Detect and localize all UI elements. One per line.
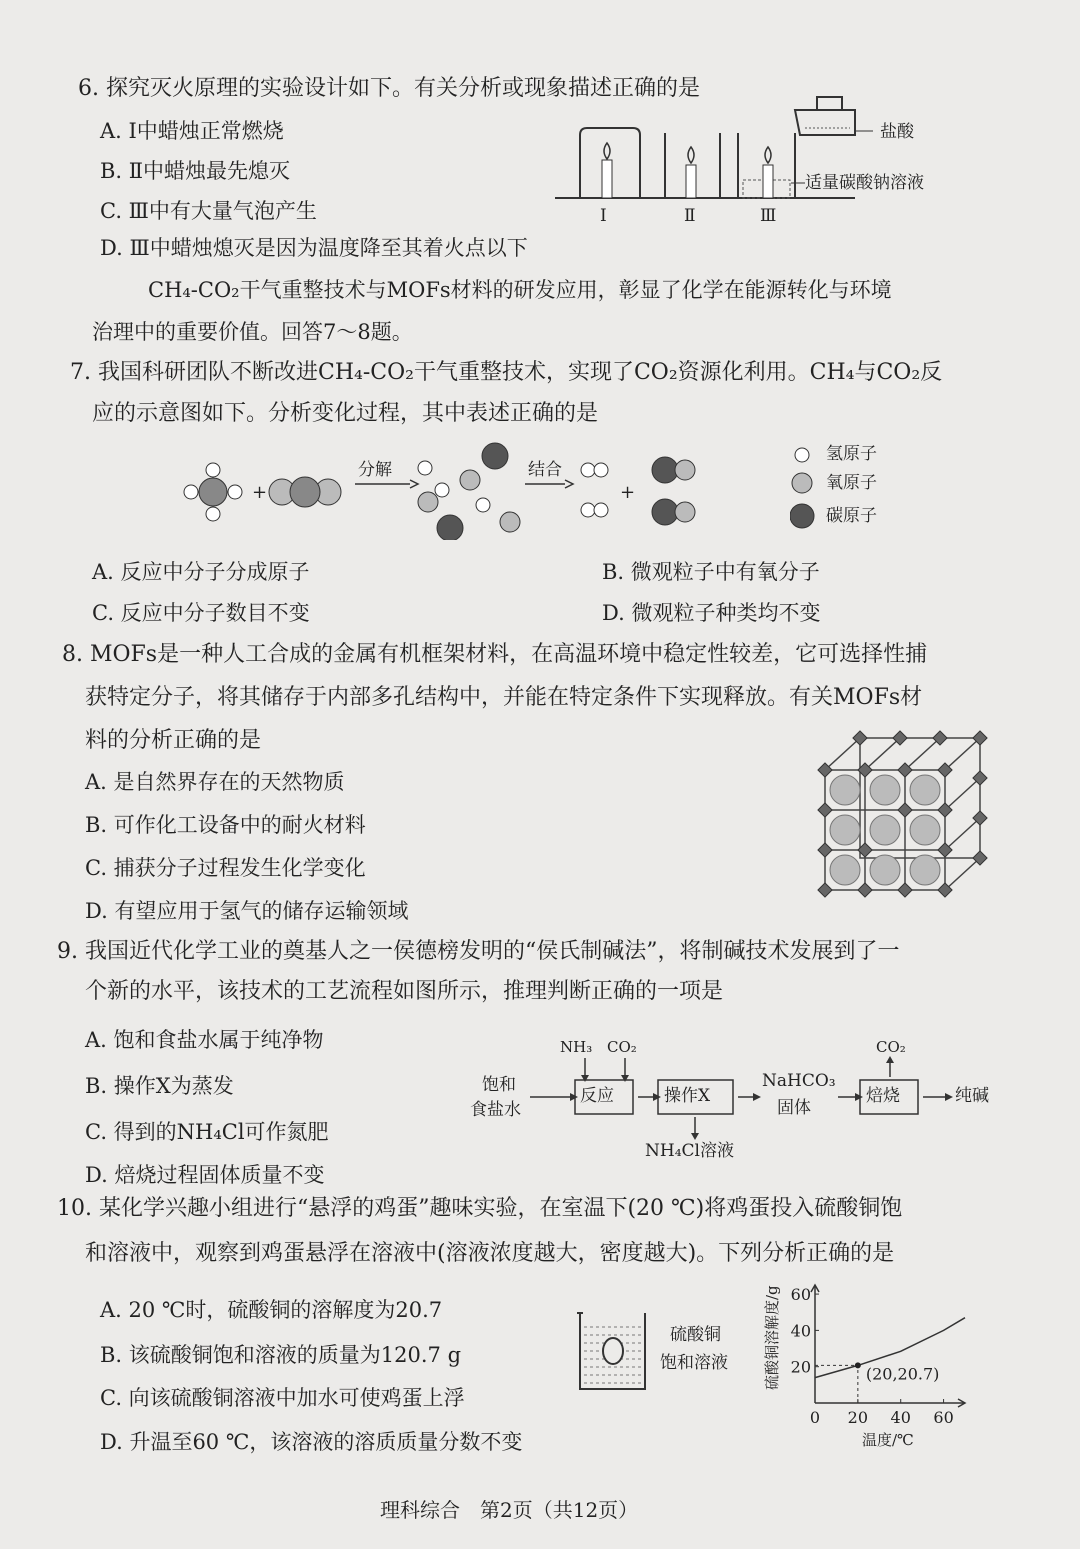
q7-option-b: B. 微观粒子中有氧分子 <box>602 560 820 584</box>
q10-beaker-egg-figure <box>575 1305 655 1395</box>
chart-y-tick-label: 60 <box>790 1285 811 1305</box>
q9-stem-line-2: 个新的水平，该技术的工艺流程如图所示，推理判断正确的一项是 <box>85 979 724 1004</box>
q8-option-a: A. 是自然界存在的天然物质 <box>85 770 345 794</box>
q9-flow-co2: CO₂ <box>607 1038 637 1056</box>
q9-stem-line-1: 9. 我国近代化学工业的奠基人之一侯德榜发明的“侯氏制碱法”，将制碱技术发展到了一 <box>57 939 900 964</box>
q7-option-a: A. 反应中分子分成原子 <box>92 560 310 584</box>
q8-mof-structure-figure <box>815 730 990 900</box>
chart-point-annotation: (20,20.7) <box>865 1364 940 1384</box>
q6-acid-label: 盐酸 <box>880 122 914 142</box>
chart-y-tick-label: 40 <box>790 1321 811 1341</box>
q7-option-c: C. 反应中分子数目不变 <box>92 601 310 625</box>
q9-option-c: C. 得到的NH₄Cl可作氮肥 <box>85 1120 329 1144</box>
q6-beaker-2-label: Ⅱ <box>684 206 696 226</box>
svg-text:+: + <box>252 482 268 503</box>
q9-flow-input-line-2: 食盐水 <box>470 1100 521 1120</box>
q6-option-a: A. Ⅰ中蜡烛正常燃烧 <box>100 119 284 143</box>
q10-chart-ylabel: 硫酸铜溶解度/g <box>763 1285 781 1390</box>
q6-beaker-1-label: Ⅰ <box>600 206 607 226</box>
q10-chart-xlabel: 温度/℃ <box>862 1431 914 1449</box>
q9-option-a: A. 饱和食盐水属于纯净物 <box>85 1028 324 1052</box>
chart-y-tick-label: 20 <box>790 1357 811 1377</box>
q10-option-d: D. 升温至60 ℃，该溶液的溶质质量分数不变 <box>100 1430 523 1454</box>
q8-stem-line-1: 8. MOFs是一种人工合成的金属有机框架材料，在高温环境中稳定性较差，它可选择性捕 <box>62 642 928 667</box>
q7-step-decompose: 分解 <box>358 460 392 480</box>
q8-option-d: D. 有望应用于氢气的储存运输领域 <box>85 899 409 923</box>
q7-stem-line-2: 应的示意图如下。分析变化过程，其中表述正确的是 <box>92 401 599 426</box>
q7-legend-carbon: 碳原子 <box>826 506 877 526</box>
q6-option-c: C. Ⅲ中有大量气泡产生 <box>100 199 317 223</box>
q7-step-combine: 结合 <box>528 460 562 480</box>
q7-reaction-diagram <box>180 440 740 540</box>
q10-stem-line-1: 10. 某化学兴趣小组进行“悬浮的鸡蛋”趣味实验，在室温下(20 ℃)将鸡蛋投入硫酸铜饱 <box>57 1196 903 1221</box>
q10-beaker-label-line-2: 饱和溶液 <box>660 1353 728 1373</box>
q6-carbonate-label: 适量碳酸钠溶液 <box>805 173 924 193</box>
q10-stem-line-2: 和溶液中，观察到鸡蛋悬浮在溶液中(溶液浓度越大，密度越大)。下列分析正确的是 <box>85 1241 895 1266</box>
q8-stem-line-3: 料的分析正确的是 <box>85 728 262 753</box>
q6-candle-experiment-figure <box>555 95 955 235</box>
q10-beaker-label-line-1: 硫酸铜 <box>670 1325 721 1345</box>
q7-legend-symbols <box>790 440 820 530</box>
q9-flow-nahco3: NaHCO₃ <box>762 1071 836 1091</box>
chart-x-tick-label: 20 <box>847 1408 869 1427</box>
q6-option-b: B. Ⅱ中蜡烛最先熄灭 <box>100 159 291 183</box>
q9-flow-product: 纯碱 <box>955 1086 989 1106</box>
q9-process-flow-diagram <box>470 1035 1030 1165</box>
q6-beaker-3-label: Ⅲ <box>760 206 777 226</box>
intro-line-1: CH₄-CO₂干气重整技术与MOFs材料的研发应用，彰显了化学在能源转化与环境 <box>148 278 892 302</box>
q10-solubility-chart <box>760 1275 990 1455</box>
q9-option-d: D. 焙烧过程固体质量不变 <box>85 1163 325 1187</box>
q9-option-b: B. 操作X为蒸发 <box>85 1074 234 1098</box>
chart-x-tick-label: 0 <box>809 1408 821 1427</box>
q8-option-b: B. 可作化工设备中的耐火材料 <box>85 813 366 837</box>
q7-stem-line-1: 7. 我国科研团队不断改进CH₄-CO₂干气重整技术，实现了CO₂资源化利用。CH₄与CO₂反 <box>70 360 943 385</box>
q10-option-a: A. 20 ℃时，硫酸铜的溶解度为20.7 <box>100 1298 443 1322</box>
svg-text:+: + <box>620 482 636 503</box>
q9-flow-nh4cl: NH₄Cl溶液 <box>645 1141 734 1161</box>
q9-flow-co2-out: CO₂ <box>876 1038 906 1056</box>
chart-x-tick-label: 60 <box>933 1408 954 1427</box>
q9-flow-react-box: 反应 <box>580 1086 614 1106</box>
q9-flow-solid: 固体 <box>777 1098 811 1118</box>
chart-data-point <box>855 1362 861 1368</box>
q9-flow-input-line-1: 饱和 <box>482 1075 516 1095</box>
q6-option-d: D. Ⅲ中蜡烛熄灭是因为温度降至其着火点以下 <box>100 236 528 260</box>
q9-flow-operation-x-box: 操作X <box>664 1086 711 1106</box>
q9-flow-roast-box: 焙烧 <box>866 1086 900 1106</box>
q9-flow-nh3: NH₃ <box>560 1038 593 1056</box>
intro-line-2: 治理中的重要价值。回答7～8题。 <box>92 320 413 344</box>
q7-legend-hydrogen: 氢原子 <box>826 444 877 464</box>
page-footer: 理科综合 第2页（共12页） <box>380 1498 639 1522</box>
chart-x-tick-label: 40 <box>890 1408 911 1427</box>
q8-stem-line-2: 获特定分子，将其储存于内部多孔结构中，并能在特定条件下实现释放。有关MOFs材 <box>85 685 923 710</box>
q10-option-c: C. 向该硫酸铜溶液中加水可使鸡蛋上浮 <box>100 1386 465 1410</box>
q7-legend-oxygen: 氧原子 <box>826 473 877 493</box>
q6-stem: 6. 探究灭火原理的实验设计如下。有关分析或现象描述正确的是 <box>78 76 700 101</box>
q8-option-c: C. 捕获分子过程发生化学变化 <box>85 856 366 880</box>
q7-option-d: D. 微观粒子种类均不变 <box>602 601 821 625</box>
q10-option-b: B. 该硫酸铜饱和溶液的质量为120.7 g <box>100 1343 462 1367</box>
